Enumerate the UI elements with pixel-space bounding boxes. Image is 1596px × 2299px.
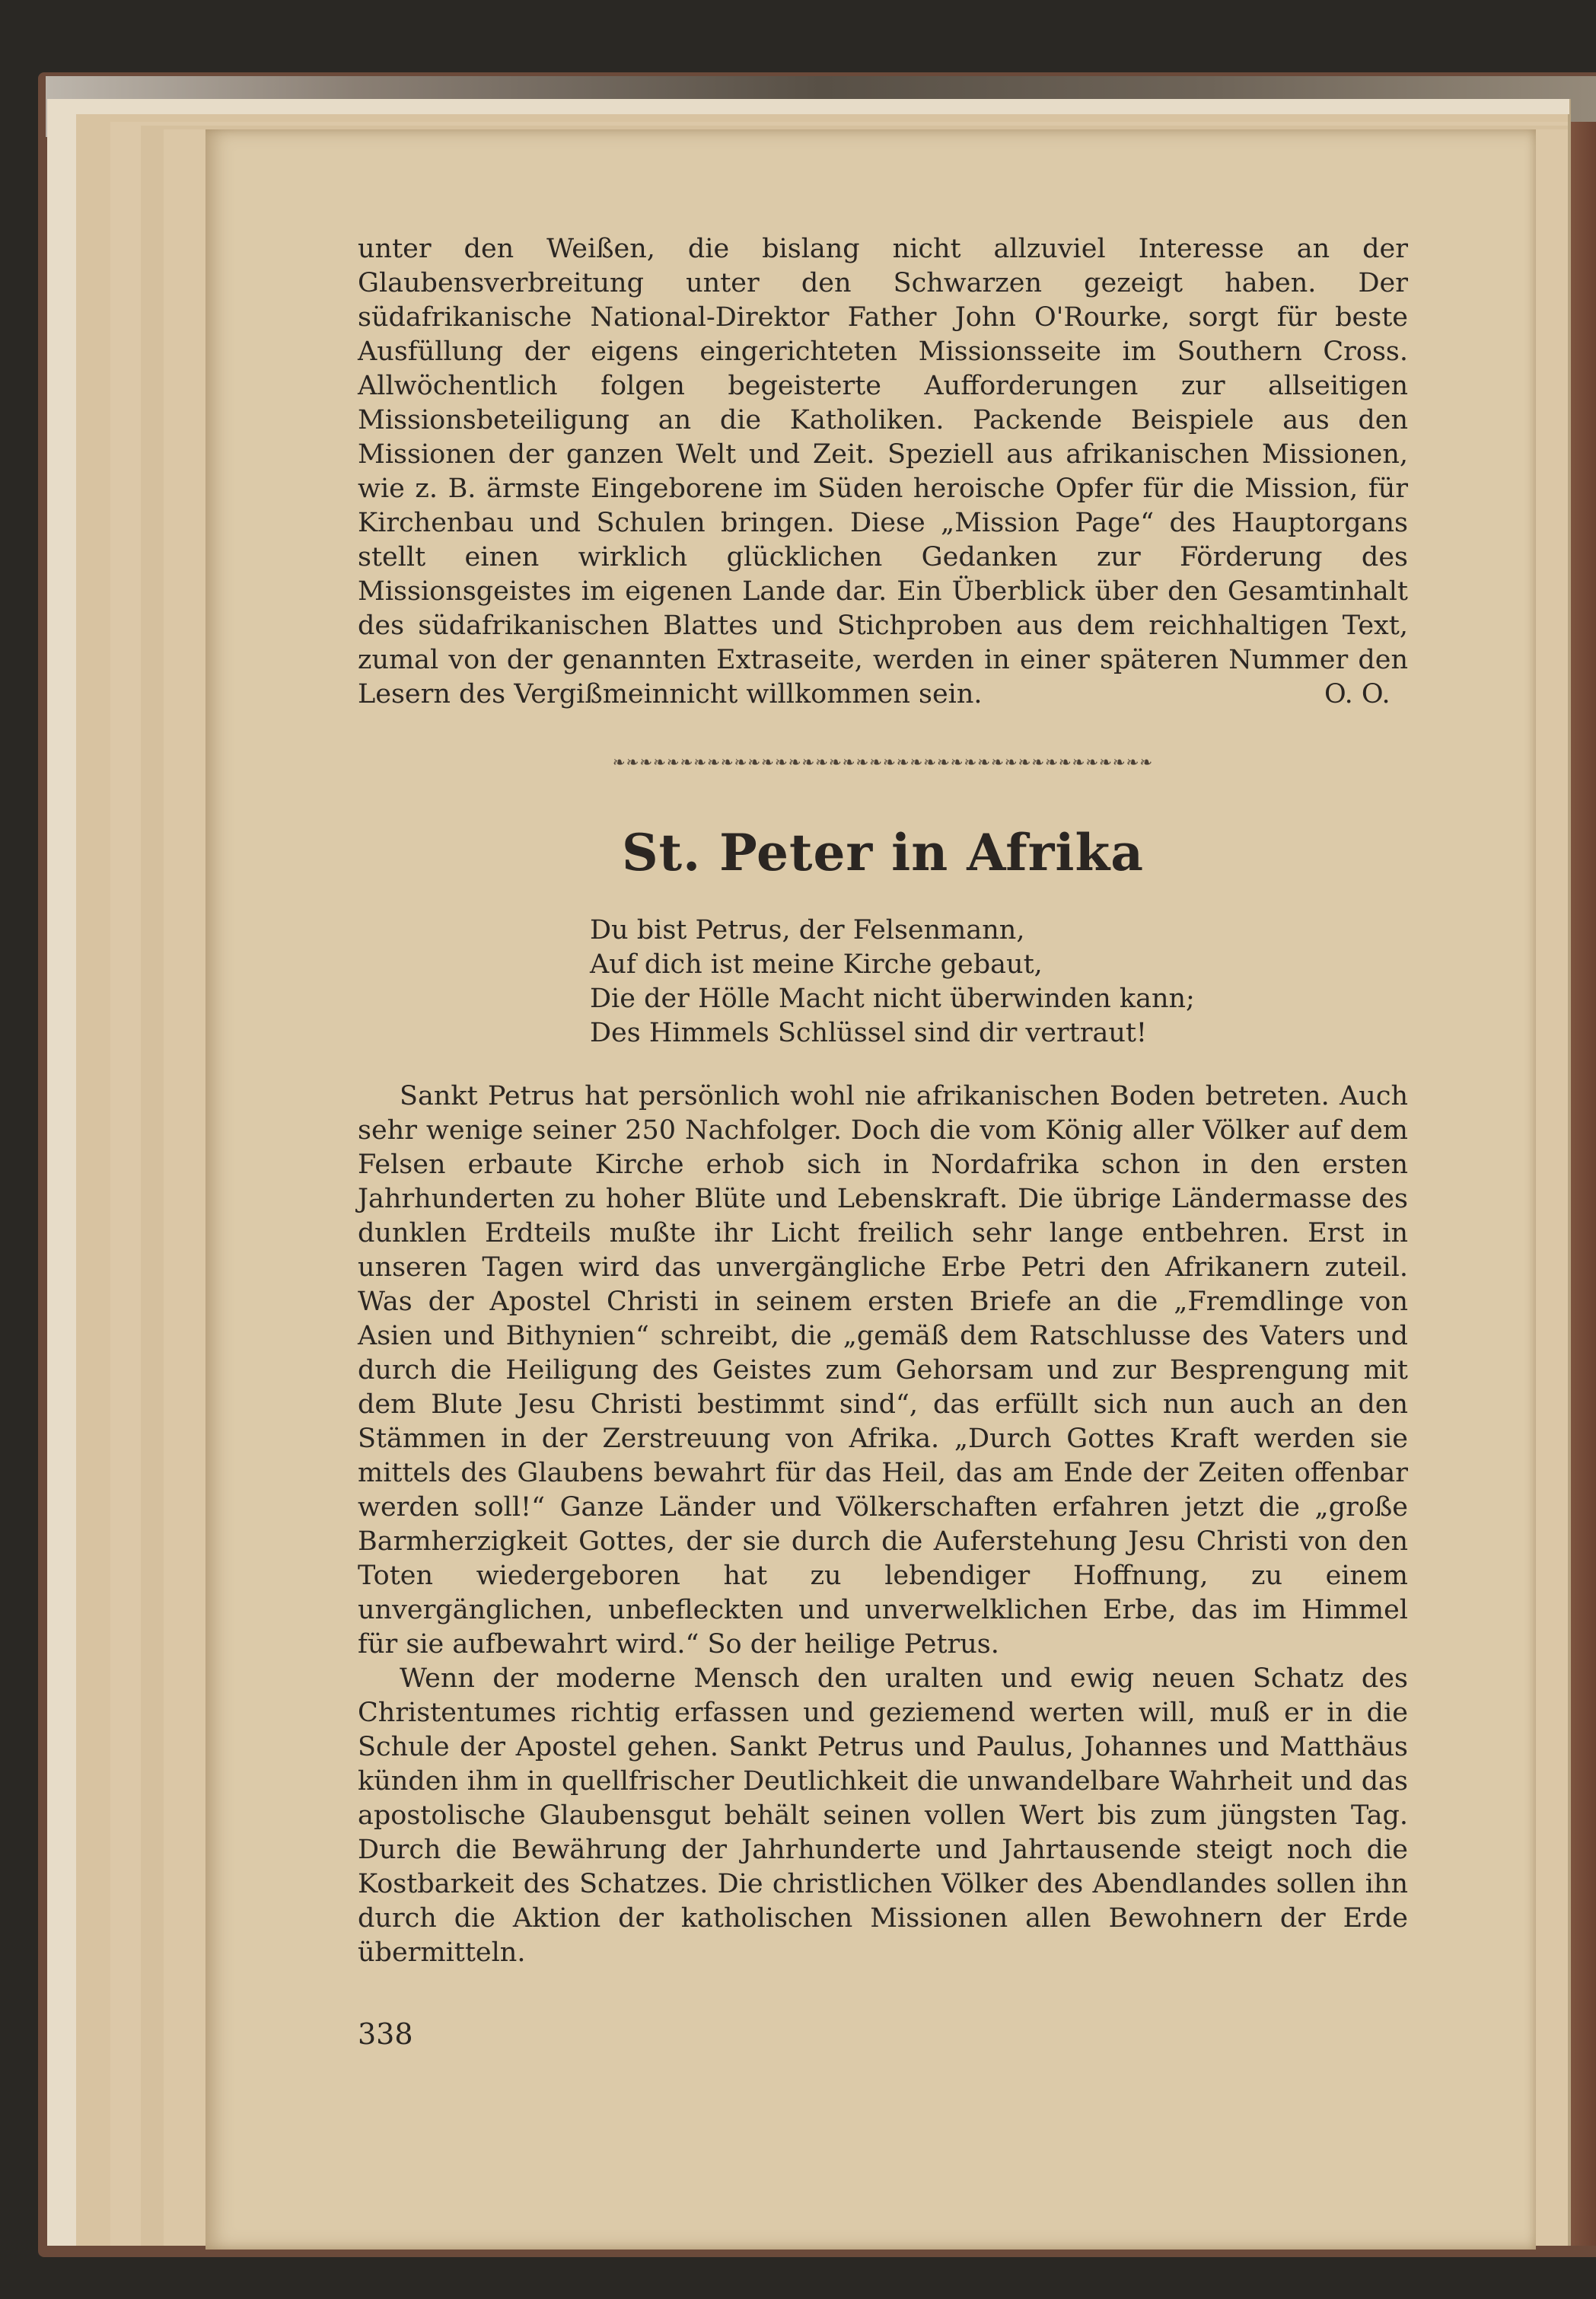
- page-number: 338: [358, 2017, 413, 2051]
- article-title: St. Peter in Afrika: [622, 823, 1144, 882]
- intro-signature: O. O.: [1324, 679, 1391, 709]
- poem-line: Du bist Petrus, der Felsenmann,: [590, 915, 1025, 945]
- poem-line: Die der Hölle Macht nicht überwinden kann;: [590, 984, 1195, 1014]
- intro-paragraph: unter den Weißen, die bislang nicht allzuviel Interesse an der Glaubensverbreitung unter den Schwarzen gezeigt haben. Der südafrikanische National-Direktor Father John O'Rourke, sorgt für beste Ausfüllung der eigens eingerichteten Missionsseite im Southern Cross. Allwöchentlich folgen begeisterte Aufforderungen zur allseitigen Missionsbeteiligung an die Katholiken. Packende Beispiele aus den Missionen der ganzen Welt und Zeit. Speziell aus afrikanischen Missionen, wie z. B. ärmste Eingeborene im Süden heroische Opfer für die Mission, für Kirchenbau und Schulen bringen. Diese „Mission Page“ des Hauptorgans stellt einen wirklich glücklichen Gedanken zur Förderung des Missionsgeistes im eigenen Lande dar. Ein Überblick über den Gesamtinhalt des südafrikanischen Blattes und Stichproben aus dem reichhaltigen Text, zumal von der genannten Extraseite, werden in einer späteren Nummer den Lesern des Vergißmeinnicht willkommen sein.: [358, 234, 1408, 709]
- article-paragraph: Sankt Petrus hat persönlich wohl nie afrikanischen Boden betreten. Auch sehr wenige seiner 250 Nachfolger. Doch die vom König aller Völker auf dem Felsen erbaute Kirche erhob sich in Nordafrika schon in den ersten Jahrhunderten zu hoher Blüte und Lebenskraft. Die übrige Ländermasse des dunklen Erdteils mußte ihr Licht freilich sehr lange entbehren. Erst in unseren Tagen wird das unvergängliche Erbe Petri den Afrikanern zuteil. Was der Apostel Christi in seinem ersten Briefe an die „Fremdlinge von Asien und Bithynien“ schreibt, die „gemäß dem Ratschlusse des Vaters und durch die Heiligung des Geistes zum Gehorsam und zur Besprengung mit dem Blute Jesu Christi bestimmt sind“, das erfüllt sich nun auch an den Stämmen in der Zerstreuung von Afrika. „Durch Gottes Kraft werden sie mittels des Glaubens bewahrt für das Heil, das am Ende der Zeiten offenbar werden soll!“ Ganze Länder und Völkerschaften erfahren jetzt die „große Barmherzigkeit Gottes, der sie durch die Auferstehung Jesu Christi von den Toten wiedergeboren hat zu lebendiger Hoffnung, zu einem unvergänglichen, unbefleckten und unverwelklichen Erbe, das im Himmel für sie aufbewahrt wird.“ So der heilige Petrus.: [358, 1081, 1408, 1660]
- poem-line: Des Himmels Schlüssel sind dir vertraut!: [590, 1018, 1147, 1048]
- article-body: [358, 1079, 1408, 1970]
- poem: [590, 914, 1195, 1051]
- ornament-divider: ❧❧❧❧❧❧❧❧❧❧❧❧❧❧❧❧❧❧❧❧❧❧❧❧❧❧❧❧❧❧❧❧❧❧❧❧❧❧❧❧: [612, 754, 1154, 770]
- poem-line: Auf dich ist meine Kirche gebaut,: [590, 949, 1043, 980]
- intro-text-block: [358, 232, 1408, 712]
- article-paragraph: Wenn der moderne Mensch den uralten und ewig neuen Schatz des Christentumes richtig erfassen und geziemend werten will, muß er in die Schule der Apostel gehen. Sankt Petrus und Paulus, Johannes und Matthäus künden ihm in quellfrischer Deutlichkeit die unwandelbare Wahrheit und das apostolische Glaubensgut behält seinen vollen Wert bis zum jüngsten Tag. Durch die Bewährung der Jahrhunderte und Jahrtausende steigt noch die Kostbarkeit des Schatzes. Die christlichen Völker des Abendlandes sollen ihn durch die Aktion der katholischen Missionen allen Bewohnern der Erde übermitteln.: [358, 1663, 1408, 1968]
